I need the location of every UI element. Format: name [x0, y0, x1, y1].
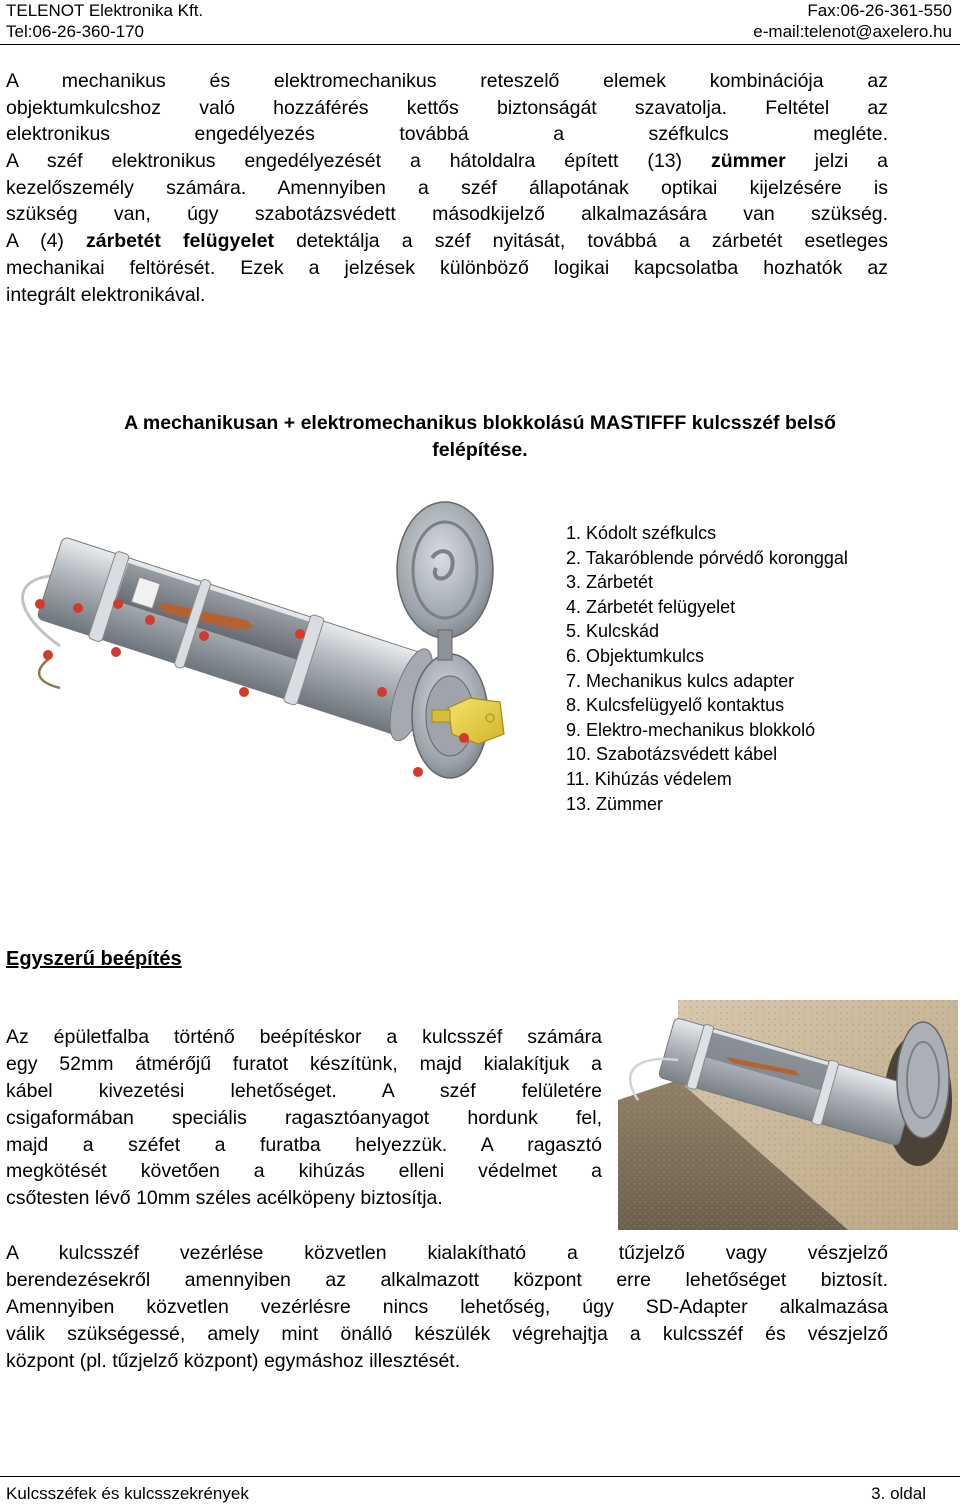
intro-line: integrált elektronikával.: [6, 283, 206, 306]
marker-11: [413, 767, 423, 777]
wall-installation-illustration: [618, 1000, 958, 1230]
legend-item: 13. Zümmer: [566, 793, 664, 814]
marker-2: [295, 629, 305, 639]
control-line: Amennyiben közvetlen vezérlésre nincs lehetőség, úgy SD-Adapter alkalmazása: [6, 1296, 888, 1318]
installation-paragraph: [6, 1024, 602, 1212]
installation-line: majd a széfet a furatba helyezzük. A ragasztó: [6, 1133, 602, 1156]
installation-line: megkötését követően a kihúzás elleni védelmet a: [6, 1160, 602, 1183]
emphasis-zummer: zümmer: [710, 150, 786, 173]
header-rule: [0, 44, 960, 45]
marker-4: [145, 615, 155, 625]
control-line: A kulcsszéf vezérlése közvetlen kialakítható a tűzjelző vagy vészjelző: [6, 1242, 888, 1264]
legend-item: 7. Mechanikus kulcs adapter: [566, 670, 795, 691]
legend-item: 6. Objektumkulcs: [566, 645, 705, 666]
intro-line: mechanikai feltörését. Ezek a jelzések különböző logikai kapcsolatba hozhatók az: [6, 256, 888, 279]
installation-line: kábel kivezetési lehetőséget. A széf felületére: [6, 1079, 602, 1102]
marker-8: [73, 603, 83, 613]
marker-7: [459, 733, 469, 743]
intro-line: szükség van, úgy szabotázsvédett másodkijelző alkalmazására van szükség.: [6, 203, 888, 226]
keysafe-cutaway-illustration: [0, 498, 560, 798]
footer-rule: [0, 1476, 960, 1477]
control-line: központ (pl. tűzjelző központ) egymáshoz illesztését.: [6, 1350, 461, 1372]
installation-line: Az épületfalba történő beépítéskor a kulcsszéf számára: [6, 1026, 602, 1048]
header-fax: Fax:06-26-361-550: [807, 1, 952, 20]
control-line: válik szükségessé, amely mint önálló készülék végrehajtja a kulcsszéf és vészjelző: [6, 1323, 888, 1345]
intro-line: elektronikus engedélyezés továbbá a széfkulcs megléte.: [6, 123, 888, 146]
figure-caption-line2: felépítése.: [432, 439, 528, 461]
legend-item: 3. Zárbetét: [566, 572, 654, 593]
legend-item: 10. Szabotázsvédett kábel: [566, 744, 778, 765]
section-heading: Egyszerű beépítés: [6, 948, 182, 970]
intro-line: A mechanikus és elektromechanikus reteszelő elemek kombinációja az: [6, 70, 888, 92]
figure-caption: [0, 410, 960, 464]
marker-10: [377, 687, 387, 697]
legend-item: 5. Kulcskád: [566, 621, 660, 642]
installation-line: csőtesten lévő 10mm széles acélköpeny biztosítja.: [6, 1187, 443, 1210]
installation-line: csigaformában speciális ragasztóanyagot hordunk fel,: [6, 1106, 602, 1129]
intro-line: objektumkulcshoz való hozzáférés kettős biztonságát szavatolja. Feltétel az: [6, 96, 888, 119]
legend-item: 11. Kihúzás védelem: [566, 768, 732, 789]
installation-line: egy 52mm átmérőjű furatot készítünk, majd kialakítjuk a: [6, 1052, 602, 1075]
header-email: e-mail:telenot@axelero.hu: [753, 22, 952, 41]
marker-13: [43, 650, 53, 660]
intro-line: A széf elektronikus engedélyezését a hátoldalra épített (13) zümmer jelzi a: [6, 150, 888, 173]
marker-3: [113, 599, 123, 609]
marker-6: [199, 631, 209, 641]
legend-item: 4. Zárbetét felügyelet: [566, 596, 736, 617]
legend-item: 2. Takaróblende pórvédő koronggal: [566, 547, 848, 568]
parts-legend: [566, 521, 848, 816]
control-paragraph: [6, 1240, 888, 1375]
header-tel: Tel:06-26-360-170: [6, 22, 144, 41]
marker-5: [111, 647, 121, 657]
footer-title: Kulcsszéfek és kulcsszekrények: [6, 1484, 249, 1503]
control-line: berendezésekről amennyiben az alkalmazott központ erre lehetőséget biztosít.: [6, 1269, 888, 1291]
legend-item: 9. Elektro-mechanikus blokkoló: [566, 719, 816, 740]
intro-line: kezelőszemély számára. Amennyiben a széf állapotának optikai kijelzésére is: [6, 176, 888, 199]
emphasis-zarbetet: zárbetét felügyelet: [86, 230, 274, 253]
intro-line: A (4) zárbetét felügyelet detektálja a széf nyitását, továbbá a zárbetét esetleges: [6, 230, 889, 253]
page-number: 3. oldal: [871, 1484, 926, 1503]
legend-item: 8. Kulcsfelügyelő kontaktus: [566, 695, 785, 716]
marker-9: [239, 687, 249, 697]
figure-caption-line1: A mechanikusan + elektromechanikus blokkolású MASTIFFF kulcsszéf belső: [124, 412, 836, 434]
intro-paragraph: [6, 68, 888, 308]
legend-item: 1. Kódolt széfkulcs: [566, 523, 717, 543]
header-company: TELENOT Elektronika Kft.: [6, 1, 204, 20]
marker-1: [35, 599, 45, 609]
